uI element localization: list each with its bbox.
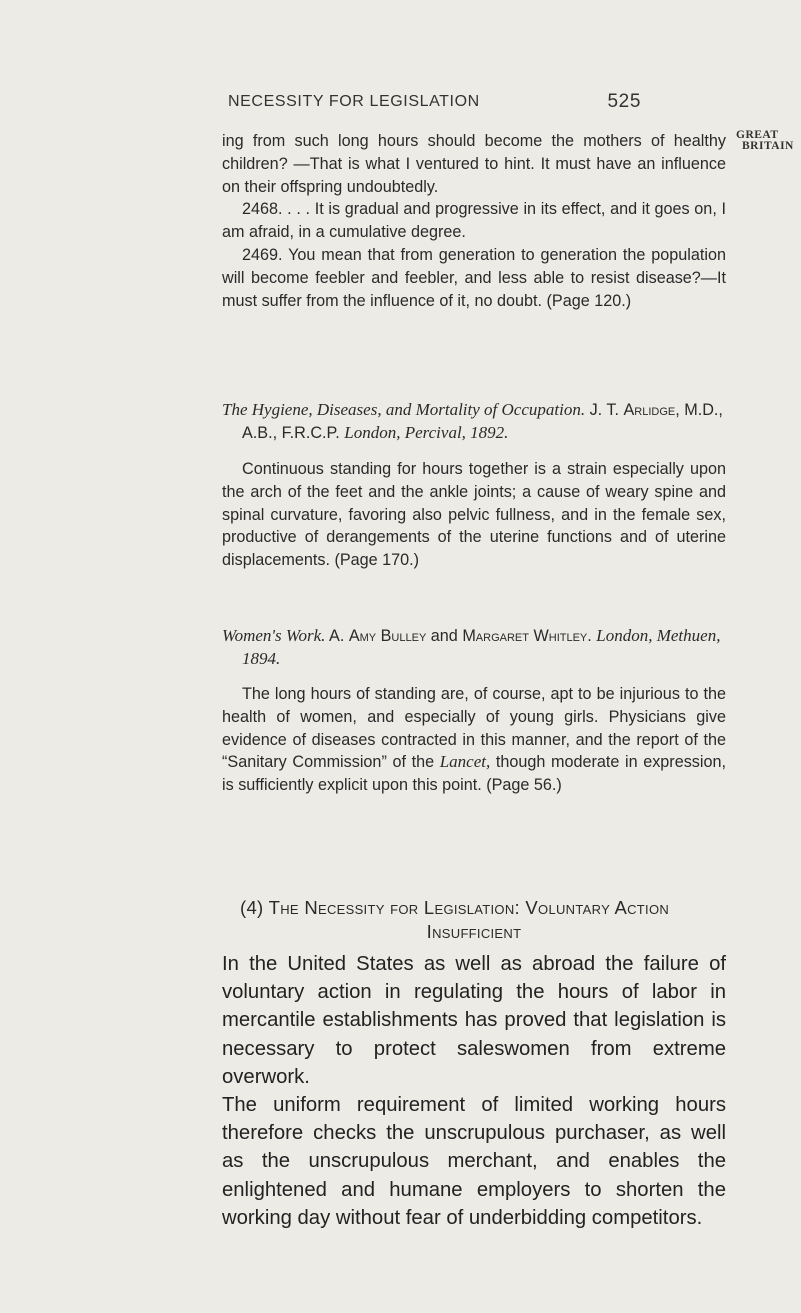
margin-note-line2: BRITAIN — [742, 140, 794, 152]
main-argument — [222, 950, 726, 1232]
citation-author2: Margaret Whitley. — [462, 627, 592, 645]
testimony-block — [222, 130, 726, 312]
quote-bulley-whitley — [222, 683, 726, 797]
citation-arlidge — [222, 399, 726, 445]
paragraph-uniform: The uniform requirement of limited working hours therefore checks the unscrupulous purchaser, as well as the unscrupulous merchant, and enables the enlightened and humane employers to shorten the working day without fear of underbidding competitors. — [222, 1094, 726, 1229]
paragraph-standing: Continuous standing for hours together is a strain especially upon the arch of the feet and the ankle joints; a cause of weary spine and spinal curvature, favoring also pelvic fullness, and in the female sex, productive of derangements of the uterine functions and of uterine displacements. (Page 170.) — [222, 460, 726, 570]
page-number: 525 — [607, 91, 641, 112]
citation-author1-prefix: A. — [329, 627, 345, 645]
paragraph-long-hours: The long hours of standing are, of course, apt to be injurious to the health of women, and especially of young girls. Physicians give evidence of diseases contracted in this manner, and the report of the “Sanitary Commission” of the Lancet, though moderate in expression, is sufficiently explicit upon this point. (Page 56.) — [222, 685, 726, 795]
paragraph-2468: 2468. . . . It is gradual and progressive in its effect, and it goes on, I am afraid, in a cumulative degree. — [222, 200, 726, 242]
margin-note — [736, 130, 794, 152]
paragraph-failure: In the United States as well as abroad the failure of voluntary action in regulating the hours of labor in mercantile establishments has proved that legislation is necessary to protect saleswomen from extreme overwork. — [222, 953, 726, 1088]
citation-title: Women's Work. — [222, 626, 326, 645]
citation-imprint: London, Percival, 1892. — [344, 422, 509, 442]
citation-imprint: London, Methuen, 1894. — [242, 626, 721, 668]
paragraph-continued: ing from such long hours should become the mothers of healthy children? —That is what I ventured to hint. It must have an influence on their offspring undoubtedly. — [222, 132, 726, 196]
margin-note-line1: GREAT — [736, 129, 779, 141]
running-head — [228, 93, 641, 111]
paragraph-2469: 2469. You mean that from generation to generation the population will become feebler and feebler, and less able to resist disease?—It must suffer from the influence of it, no doubt. (Page 120.) — [222, 245, 726, 310]
citation-author-prefix: J. T. — [589, 401, 619, 419]
section-heading — [222, 896, 726, 944]
section-heading-line1: (4) The Necessity for Legislation: Voluntary Action — [240, 897, 670, 918]
quote-arlidge — [222, 458, 726, 572]
citation-conjunction: and — [430, 627, 458, 645]
section-heading-line2: Insufficient — [426, 921, 522, 942]
lancet-title: Lancet, — [439, 752, 491, 772]
running-title: NECESSITY FOR LEGISLATION — [228, 93, 480, 110]
citation-title: The Hygiene, Diseases, and Mortality of Occupation. — [222, 400, 586, 419]
citation-bulley-whitley — [222, 625, 726, 671]
citation-author: Arlidge — [623, 401, 676, 419]
citation-credentials: , M.D., A.B., F.R.C.P. — [242, 401, 723, 442]
citation-author1: Amy Bulley — [348, 627, 427, 645]
